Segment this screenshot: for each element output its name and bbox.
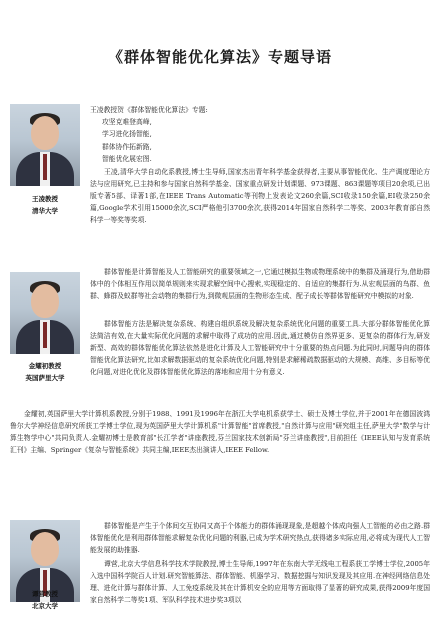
portrait-photo-jin-yaochu [10,272,80,354]
poem-line: 群体协作拓新路, [102,142,152,151]
bio-paragraph: 金耀初,英国萨里大学计算机系教授,分别于1988、1991及1996年在浙江大学电机系获学士、硕士及博士学位,并于2001年在德国波鸿鲁尔大学神经信息研究所获工学博士学位,现为英国萨里大学计算机系"计算智能"首席教授,"自然计算与应用"研究组主任,萨里大学"数学与计算生物学中心"共同负责人.金耀初博士是教育部"长江学者"讲座教授,芬兰国家技术创新局"芬兰讲座教授",目前担任《IEEE认知与发育系统汇刊》主编、Springer《复杂与智能系统》共同主编,IEEE杰出演讲人,IEEE Fellow. [10,410,430,455]
caption-affiliation: 北京大学 [32,602,58,610]
poem-block [90,104,430,165]
poem-line: 王凌教授贺《群体智能优化算法》专题: [90,106,208,114]
intro-paragraph: 群体智能方法是解决复杂系统、构建自组织系统及解决复杂系统优化问题的重要工具.大部分群体智能优化算法简洁有效,在大量实际优化问题的求解中取得了成功的应用.因此,通过模仿自然界更多、更复杂的群体行为,研发新型、高效的群体智能优化算法依然是进化计算及人工智能研究中十分重要的热点问题.为此同时,问题导向的群体智能优化算法研究,比如求解数据驱动的复杂系统优化问题,特别是求解稀疏数据驱动的大规模、高维、多目标等优化问题,对进化优化及群体智能优化算法的落地和应用十分有意义. [90,320,430,377]
intro-paragraph: 群体智能是产生于个体间交互协同又高于个体能力的群体涌现现象,是超越个体成向强人工智能的必由之路.群体智能优化是利用群体智能求解复杂优化问题的利器,已成为学术研究热点,获得诸多实际应用,必将成为现代人工智能发展的助推器. [90,522,430,555]
photo-caption [6,360,84,384]
caption-name: 王凌教授 [32,195,58,203]
page-title: 《群体智能优化算法》专题导语 [107,48,332,66]
bio-paragraph: 谭营,北京大学信息科学技术学院教授,博士生导师,1997年在东南大学无线电工程系获工学博士学位,2005年入选中国科学院百人计划.研究智能算法、群体智能、机器学习、数据挖掘与知识发现及其应用.在神经网络信息处理、进化计算与群体计算、人工免疫系统及其在计算机安全的应用等方面取得了显著的研究成果,获得2009年度国家自然科学二等奖1项、军队科学技术进步奖3项以 [90,560,430,605]
photo-caption [6,193,84,217]
caption-affiliation: 清华大学 [32,207,58,215]
bio-paragraph: 王凌,清华大学自动化系教授,博士生导师,国家杰出青年科学基金获得者,主要从事智能优化、生产调度理论方法与应用研究,已主持和参与国家自然科学基金、国家重点研发计划课题、973课题、863课题等项目20余项,已出版专著5部、译著1部,在IEEE Trans Automatic等刊物上发表论文260余篇,SCI收录150余篇,EI收录250余篇,Google学术引用15000余次,SCI严格他引3700余次,获得2014年国家自然科学二等奖、2003年教育部自然科学一等奖等奖项. [90,168,430,225]
caption-name: 金耀初教授 [28,362,62,370]
poem-line: 学习进化扬智能, [102,130,152,139]
intro-paragraph: 群体智能是计算智能及人工智能研究的重要领域之一,它通过模拟生物或物理系统中的集群及涌现行为,借助群体中的个体相互作用以简单规则来实现求解空间中心搜索,实现稳定的、自适应的集群行为.从宏观层面的鸟群、鱼群、蜂群及蚁群等社会动物的集群行为,到微观层面的生物形态生成、配子成长等群体智能研究中模拟的对象. [90,268,430,301]
caption-affiliation: 英国萨里大学 [25,374,65,382]
poem-line: 智能优化展宏图. [102,154,152,163]
portrait-photo-wang-ling [10,104,80,186]
poem-line: 攻坚克难登高峰, [102,118,152,127]
caption-name: 谭营教授 [32,590,58,598]
photo-caption [6,588,84,612]
